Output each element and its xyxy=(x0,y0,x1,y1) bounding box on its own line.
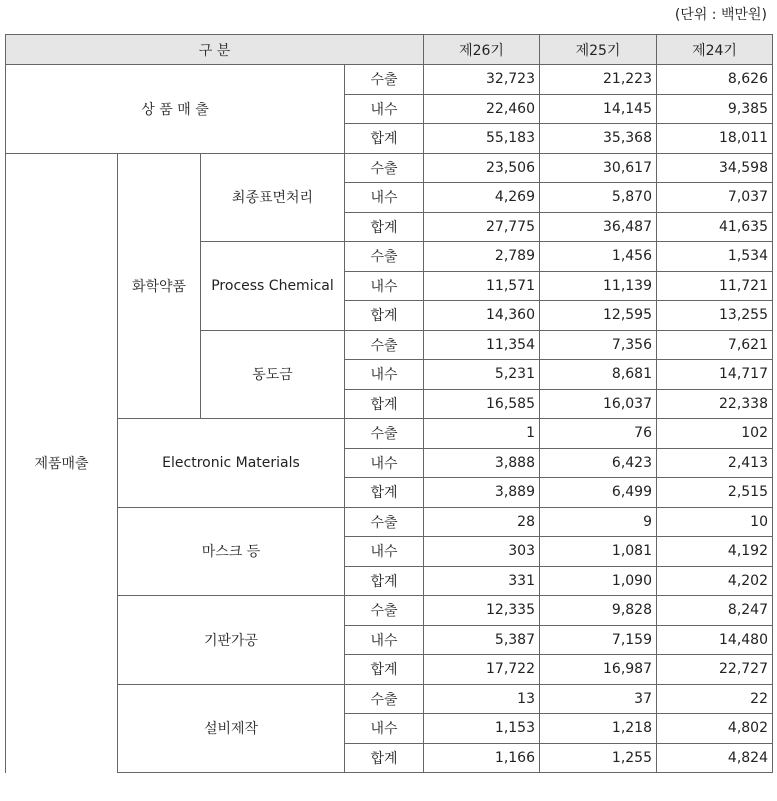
table-row xyxy=(6,65,773,95)
value-cell: 7,037 xyxy=(657,183,773,213)
row-type: 수출 xyxy=(345,684,424,714)
value-cell: 11,571 xyxy=(424,271,540,301)
value-cell: 3,888 xyxy=(424,448,540,478)
value-cell: 1,090 xyxy=(540,566,657,596)
value-cell: 22,727 xyxy=(657,655,773,685)
value-cell: 4,802 xyxy=(657,714,773,744)
row-type: 합계 xyxy=(345,655,424,685)
value-cell: 6,423 xyxy=(540,448,657,478)
value-cell: 22,338 xyxy=(657,389,773,419)
row-type: 내수 xyxy=(345,448,424,478)
value-cell: 41,635 xyxy=(657,212,773,242)
row-type: 내수 xyxy=(345,625,424,655)
table-row xyxy=(6,153,773,183)
value-cell: 16,037 xyxy=(540,389,657,419)
value-cell: 28 xyxy=(424,507,540,537)
value-cell: 12,335 xyxy=(424,596,540,626)
value-cell: 7,356 xyxy=(540,330,657,360)
row-type: 수출 xyxy=(345,330,424,360)
header-period-26: 제26기 xyxy=(424,35,540,65)
value-cell: 13,255 xyxy=(657,301,773,331)
value-cell: 17,722 xyxy=(424,655,540,685)
value-cell: 23,506 xyxy=(424,153,540,183)
value-cell: 12,595 xyxy=(540,301,657,331)
value-cell: 1,081 xyxy=(540,537,657,567)
value-cell: 2,413 xyxy=(657,448,773,478)
product-sales-label: 제품매출 xyxy=(6,153,118,773)
table-row xyxy=(6,684,773,714)
value-cell: 102 xyxy=(657,419,773,449)
header-category: 구 분 xyxy=(6,35,424,65)
value-cell: 303 xyxy=(424,537,540,567)
value-cell: 11,139 xyxy=(540,271,657,301)
value-cell: 4,192 xyxy=(657,537,773,567)
value-cell: 1,153 xyxy=(424,714,540,744)
value-cell: 27,775 xyxy=(424,212,540,242)
value-cell: 8,626 xyxy=(657,65,773,95)
value-cell: 11,354 xyxy=(424,330,540,360)
value-cell: 34,598 xyxy=(657,153,773,183)
value-cell: 8,681 xyxy=(540,360,657,390)
mask-label: 마스크 등 xyxy=(118,507,345,596)
header-period-25: 제25기 xyxy=(540,35,657,65)
row-type: 합계 xyxy=(345,389,424,419)
row-type: 합계 xyxy=(345,566,424,596)
unit-note: (단위 : 백만원) xyxy=(674,7,767,23)
value-cell: 76 xyxy=(540,419,657,449)
header-row xyxy=(6,35,773,65)
row-type: 합계 xyxy=(345,124,424,154)
value-cell: 7,159 xyxy=(540,625,657,655)
value-cell: 1,456 xyxy=(540,242,657,272)
row-type: 합계 xyxy=(345,301,424,331)
value-cell: 8,247 xyxy=(657,596,773,626)
value-cell: 4,269 xyxy=(424,183,540,213)
table-row xyxy=(6,596,773,626)
value-cell: 2,515 xyxy=(657,478,773,508)
value-cell: 32,723 xyxy=(424,65,540,95)
table-row xyxy=(6,507,773,537)
row-type: 내수 xyxy=(345,714,424,744)
row-type: 내수 xyxy=(345,537,424,567)
value-cell: 55,183 xyxy=(424,124,540,154)
value-cell: 14,145 xyxy=(540,94,657,124)
row-type: 내수 xyxy=(345,360,424,390)
value-cell: 331 xyxy=(424,566,540,596)
value-cell: 21,223 xyxy=(540,65,657,95)
value-cell: 16,585 xyxy=(424,389,540,419)
row-type: 수출 xyxy=(345,153,424,183)
value-cell: 1,534 xyxy=(657,242,773,272)
value-cell: 4,824 xyxy=(657,743,773,773)
row-type: 수출 xyxy=(345,507,424,537)
value-cell: 16,987 xyxy=(540,655,657,685)
row-type: 내수 xyxy=(345,271,424,301)
value-cell: 14,717 xyxy=(657,360,773,390)
value-cell: 11,721 xyxy=(657,271,773,301)
row-type: 수출 xyxy=(345,242,424,272)
row-type: 합계 xyxy=(345,743,424,773)
value-cell: 5,387 xyxy=(424,625,540,655)
value-cell: 2,789 xyxy=(424,242,540,272)
value-cell: 14,360 xyxy=(424,301,540,331)
value-cell: 9,828 xyxy=(540,596,657,626)
substrate-label: 기판가공 xyxy=(118,596,345,685)
value-cell: 9,385 xyxy=(657,94,773,124)
value-cell: 1,166 xyxy=(424,743,540,773)
electronic-materials-label: Electronic Materials xyxy=(118,419,345,508)
value-cell: 22 xyxy=(657,684,773,714)
equipment-label: 설비제작 xyxy=(118,684,345,773)
table-row xyxy=(6,419,773,449)
copper-plating-label: 동도금 xyxy=(201,330,345,419)
value-cell: 1,218 xyxy=(540,714,657,744)
goods-sales-label: 상 품 매 출 xyxy=(6,65,345,154)
value-cell: 5,231 xyxy=(424,360,540,390)
value-cell: 6,499 xyxy=(540,478,657,508)
value-cell: 1,255 xyxy=(540,743,657,773)
row-type: 내수 xyxy=(345,183,424,213)
sales-table xyxy=(5,34,773,773)
row-type: 수출 xyxy=(345,65,424,95)
value-cell: 13 xyxy=(424,684,540,714)
value-cell: 4,202 xyxy=(657,566,773,596)
row-type: 합계 xyxy=(345,212,424,242)
value-cell: 3,889 xyxy=(424,478,540,508)
row-type: 수출 xyxy=(345,596,424,626)
value-cell: 18,011 xyxy=(657,124,773,154)
row-type: 수출 xyxy=(345,419,424,449)
header-period-24: 제24기 xyxy=(657,35,773,65)
value-cell: 35,368 xyxy=(540,124,657,154)
value-cell: 36,487 xyxy=(540,212,657,242)
row-type: 내수 xyxy=(345,94,424,124)
final-surface-label: 최종표면처리 xyxy=(201,153,345,242)
chemical-label: 화학약품 xyxy=(118,153,201,419)
value-cell: 37 xyxy=(540,684,657,714)
process-chemical-label: Process Chemical xyxy=(201,242,345,331)
value-cell: 22,460 xyxy=(424,94,540,124)
value-cell: 9 xyxy=(540,507,657,537)
value-cell: 5,870 xyxy=(540,183,657,213)
row-type: 합계 xyxy=(345,478,424,508)
value-cell: 14,480 xyxy=(657,625,773,655)
value-cell: 30,617 xyxy=(540,153,657,183)
value-cell: 10 xyxy=(657,507,773,537)
value-cell: 1 xyxy=(424,419,540,449)
value-cell: 7,621 xyxy=(657,330,773,360)
